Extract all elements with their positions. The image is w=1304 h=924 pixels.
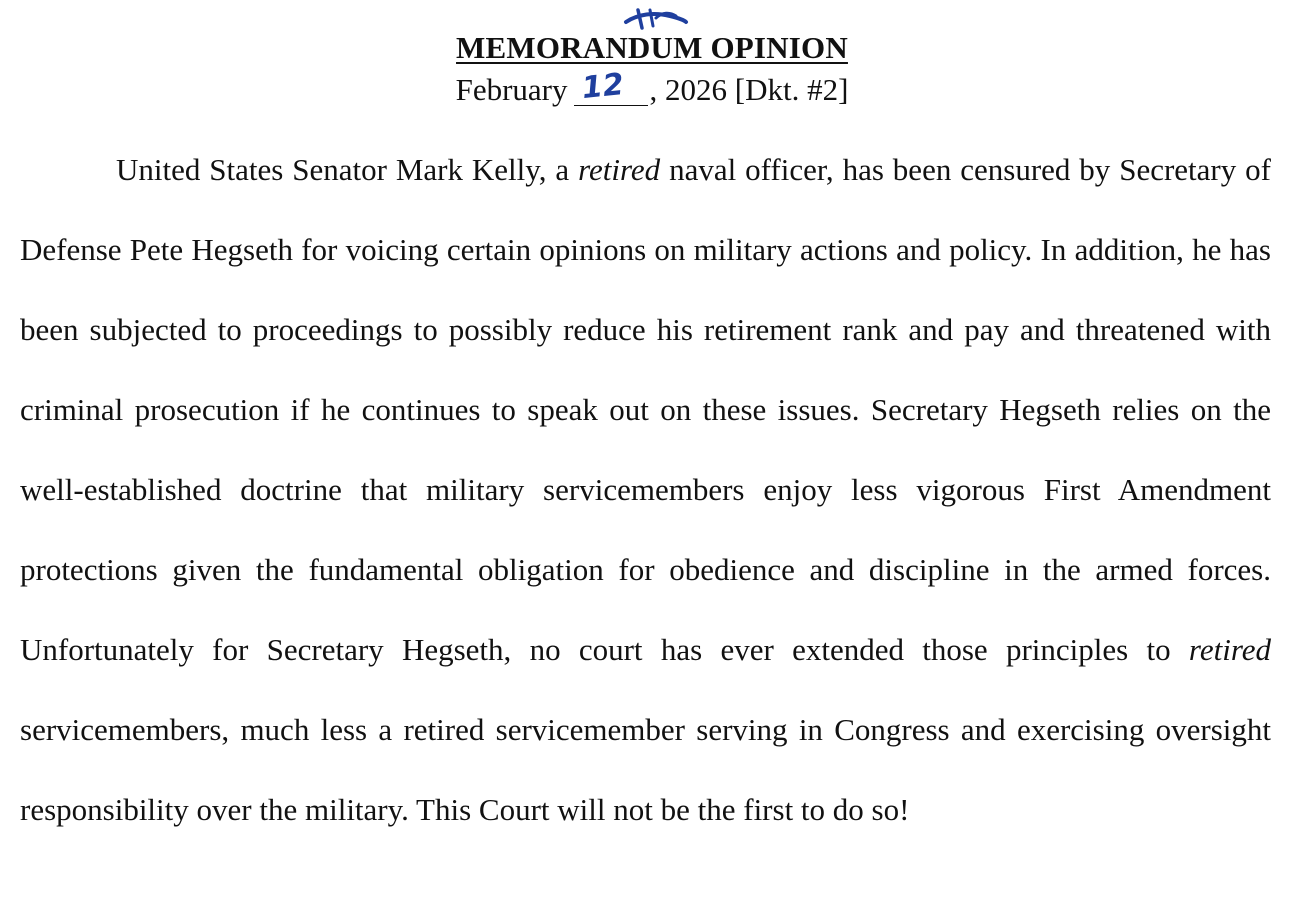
paragraph-text-1: United States Senator Mark Kelly, a	[116, 152, 579, 187]
emphasis-retired-1: retired	[578, 152, 661, 187]
date-month: February	[455, 72, 568, 107]
emphasis-retired-2: retired	[1188, 632, 1271, 667]
opinion-paragraph	[20, 130, 1271, 850]
date-line	[0, 66, 1304, 110]
date-year-docket: , 2026 [Dkt. #2]	[649, 72, 849, 107]
date-day-blank	[574, 66, 648, 107]
paragraph-text-3: servicemembers, much less a retired servicemember serving in Congress and exercising oversight responsibility over the military. This Court will not be the first to do so!	[20, 712, 1271, 827]
paragraph-text-2: naval officer, has been censured by Secretary of Defense Pete Hegseth for voicing certain opinions on military actions and policy. In addition, he has been subjected to proceedings to possibly reduce his retirement rank and pay and threatened with criminal prosecution if he continues to speak out on these issues. Secretary Hegseth relies on the well-established doctrine that military servicemembers enjoy less vigorous First Amendment protections given the fundamental obligation for obedience and discipline in the armed forces. Unfortunately for Secretary Hegseth, no court has ever extended those principles to	[20, 152, 1271, 667]
date-day-handwritten: 12	[579, 66, 625, 107]
document-title: MEMORANDUM OPINION	[456, 30, 848, 65]
